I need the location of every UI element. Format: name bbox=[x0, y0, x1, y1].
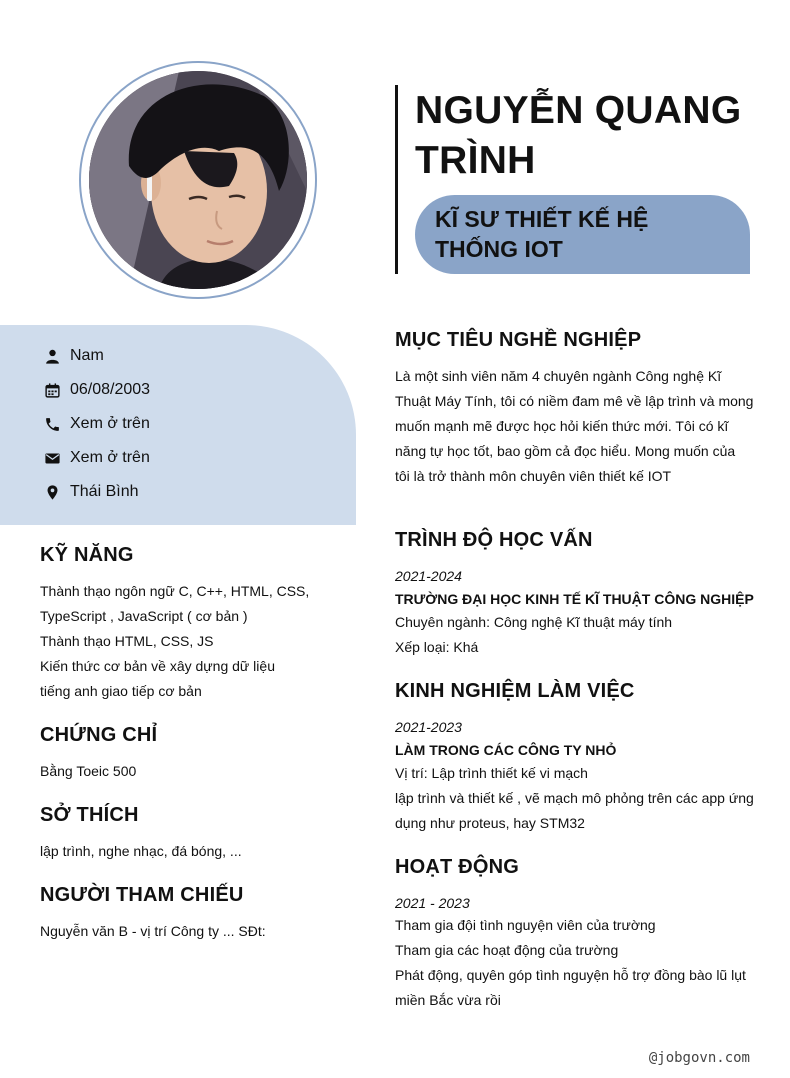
certificate-line: Bằng Toeic 500 bbox=[40, 763, 137, 779]
name-accent-bar bbox=[395, 85, 398, 274]
info-email bbox=[44, 447, 150, 469]
education-line: Chuyên ngành: Công nghệ Kĩ thuật máy tính bbox=[395, 614, 673, 630]
education-school: TRƯỜNG ĐẠI HỌC KINH TẾ KĨ THUẬT CÔNG NGHIỆP bbox=[395, 591, 754, 607]
education-date: 2021-2024 bbox=[395, 568, 462, 584]
certificates-heading: CHỨNG CHỈ bbox=[40, 724, 158, 746]
info-phone-label: Xem ở trên bbox=[70, 415, 150, 432]
activity-line: Phát động, quyên góp tình nguyện hỗ trợ đồng bào lũ lụt bbox=[395, 967, 746, 983]
info-phone bbox=[44, 413, 150, 435]
info-gender-label: Nam bbox=[70, 347, 104, 364]
info-gender bbox=[44, 345, 104, 367]
experience-details bbox=[395, 761, 760, 836]
info-birthdate-label: 06/08/2003 bbox=[70, 381, 151, 398]
references-list bbox=[40, 919, 266, 944]
objective-text bbox=[395, 364, 755, 489]
skills-line: tiếng anh giao tiếp cơ bản bbox=[40, 683, 202, 699]
skills-line: Thành thạo ngôn ngữ C, C++, HTML, CSS, bbox=[40, 583, 310, 599]
skills-line: Thành thạo HTML, CSS, JS bbox=[40, 633, 214, 649]
experience-line: Vị trí: Lập trình thiết kế vi mạch bbox=[395, 765, 588, 781]
objective-heading: MỤC TIÊU NGHỀ NGHIỆP bbox=[395, 329, 642, 351]
hobby-line: lập trình, nghe nhạc, đá bóng, ... bbox=[40, 843, 242, 859]
info-email-label: Xem ở trên bbox=[70, 449, 150, 466]
calendar-icon bbox=[44, 382, 61, 399]
references-heading: NGƯỜI THAM CHIẾU bbox=[40, 884, 244, 906]
objective-line: muốn mạnh mẽ được học hỏi kiến thức mới. Tôi có kĩ bbox=[395, 418, 729, 434]
skills-line: TypeScript , JavaScript ( cơ bản ) bbox=[40, 608, 248, 624]
avatar bbox=[89, 71, 307, 289]
activities-heading: HOẠT ĐỘNG bbox=[395, 856, 520, 878]
hobbies-heading: SỞ THÍCH bbox=[40, 804, 139, 826]
info-birthdate bbox=[44, 379, 150, 401]
mail-icon bbox=[44, 450, 61, 467]
activity-line: Tham gia các hoạt động của trường bbox=[395, 942, 619, 958]
person-icon bbox=[44, 348, 61, 365]
experience-line: dụng như proteus, hay STM32 bbox=[395, 815, 585, 831]
certificates-list bbox=[40, 759, 136, 784]
info-location-label: Thái Bình bbox=[70, 483, 139, 500]
education-details bbox=[395, 610, 755, 660]
info-location bbox=[44, 481, 138, 503]
objective-line: Là một sinh viên năm 4 chuyên ngành Công nghệ Kĩ bbox=[395, 368, 722, 384]
education-line: Xếp loại: Khá bbox=[395, 639, 479, 655]
job-title-badge: KĨ SƯ THIẾT KẾ HỆ THỐNG IOT bbox=[415, 195, 750, 274]
skills-line: Kiến thức cơ bản về xây dựng dữ liệu bbox=[40, 658, 275, 674]
activities-date: 2021 - 2023 bbox=[395, 895, 470, 911]
avatar-photo bbox=[89, 71, 307, 289]
objective-line: Thuật Máy Tính, tôi có niềm đam mê về lập trình và mong bbox=[395, 393, 754, 409]
reference-line: Nguyễn văn B - vị trí Công ty ... SĐt: bbox=[40, 923, 266, 939]
education-heading: TRÌNH ĐỘ HỌC VẤN bbox=[395, 529, 593, 551]
activity-line: miền Bắc vừa rồi bbox=[395, 992, 501, 1008]
candidate-name: NGUYỄN QUANG TRÌNH bbox=[415, 89, 742, 182]
experience-company: LÀM TRONG CÁC CÔNG TY NHỎ bbox=[395, 742, 617, 758]
phone-icon bbox=[44, 416, 61, 433]
objective-line: năng tự học tốt, bao gồm cả đọc hiểu. Mong muốn của bbox=[395, 443, 736, 459]
hobbies-list bbox=[40, 839, 242, 864]
objective-line: tôi là trở thành môn chuyên viên thiết kế IOT bbox=[395, 468, 672, 484]
activity-line: Tham gia đội tình nguyện viên của trường bbox=[395, 917, 656, 933]
experience-date: 2021-2023 bbox=[395, 719, 462, 735]
watermark: @jobgovn.com bbox=[648, 1050, 750, 1066]
experience-heading: KINH NGHIỆM LÀM VIỆC bbox=[395, 680, 635, 702]
location-pin-icon bbox=[44, 484, 61, 501]
activities-details bbox=[395, 913, 760, 1013]
skills-heading: KỸ NĂNG bbox=[40, 544, 134, 566]
experience-line: lập trình và thiết kế , vẽ mạch mô phỏng trên các app ứng bbox=[395, 790, 754, 806]
skills-list bbox=[40, 579, 309, 704]
